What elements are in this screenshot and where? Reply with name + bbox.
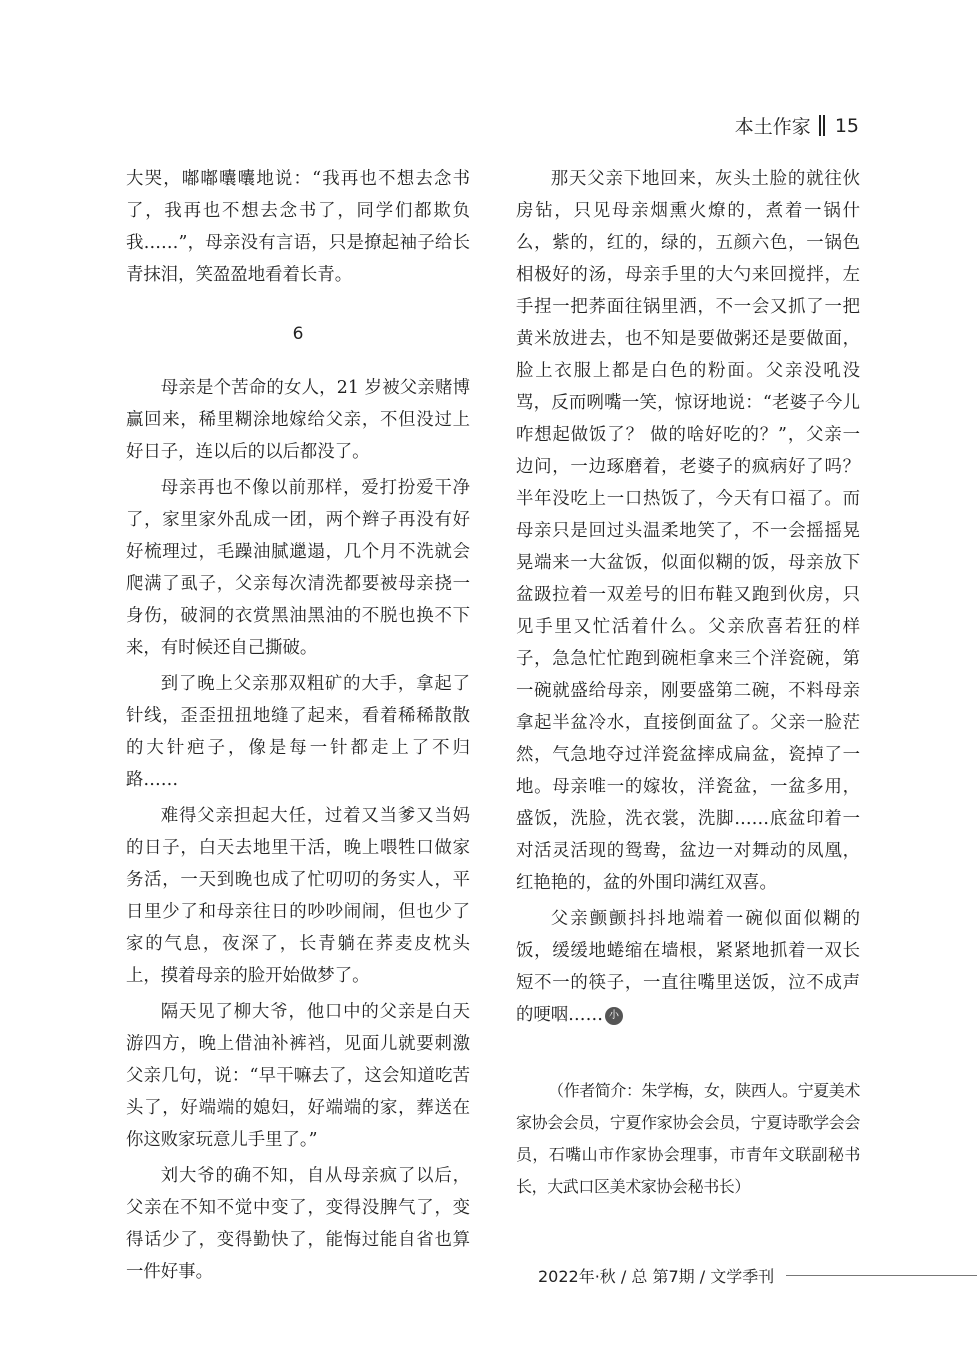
paragraph: 那天父亲下地回来，灰头土脸的就往伙房钻，只见母亲烟熏火燎的，煮着一锅什么，紫的，红的，绿的，五颜六色，一锅色相极好的汤，母亲手里的大勺来回搅拌，左手捏一把荞面往锅里洒，不一会又抓了一把黄米放进去，也不知是要做粥还是要做面，脸上衣服上都是白色的粉面。父亲没吼没骂，反而咧嘴一笑，惊讶地说：“老婆子今儿咋想起做饭了？ 做的啥好吃的？”，父亲一边问，一边琢磨着，老婆子的疯病好了吗？半年没吃上一口热饭了，今天有口福了。而母亲只是回过头温柔地笑了，不一会摇摇晃晃端来一大盆饭，似面似糊的饭，母亲放下盆趿拉着一双差号的旧布鞋又跑到伙房，只见手里又忙活着什么。父亲欣喜若狂的样子，急急忙忙跑到碗柜拿来三个洋瓷碗，第一碗就盛给母亲，刚要盛第二碗，不料母亲拿起半盆冷水，直接倒面盆了。父亲一脸茫然，气急地夺过洋瓷盆摔成扁盆，瓷掉了一地。母亲唯一的嫁妆，洋瓷盆，一盆多用，盛饭，洗脸，洗衣裳，洗脚……底盆印着一对活灵活现的鸳鸯，盆边一对舞动的凤凰，红艳艳的，盆的外围印满红双喜。 xyxy=(516,169,860,893)
paragraph: 到了晚上父亲那双粗矿的大手，拿起了针线，歪歪扭扭地缝了起来，看着稀稀散散的大针疤子，像是每一针都走上了不归路…… xyxy=(126,674,470,790)
paragraph-continued: 大哭，嘟嘟囔囔地说：“我再也不想去念书了，我再也不想去念书了，同学们都欺负我……”，母亲没有言语，只是撩起袖子给长青抹泪，笑盈盈地看着长青。 xyxy=(126,169,470,285)
paragraph-final xyxy=(516,903,860,1031)
paragraph: 隔天见了柳大爷，他口中的父亲是白天游四方，晚上借油补裤裆，见面儿就要刺激父亲几句，说：“早干嘛去了，这会知道吃苦头了，好端端的媳妇，好端端的家，葬送在你这败家玩意儿手里了。” xyxy=(126,1002,470,1150)
running-header xyxy=(735,112,859,139)
section-number: 6 xyxy=(292,324,304,344)
end-mark-icon: 小 xyxy=(605,1007,623,1025)
page-number: 15 xyxy=(834,114,859,137)
header-divider xyxy=(819,115,825,136)
paragraph: 母亲再也不像以前那样，爱打扮爱干净了，家里家外乱成一团，两个辫子再没有好好梳理过，毛躁油腻邋遢，几个月不洗就会爬满了虱子，父亲每次清洗都要被母亲挠一身伤，破洞的衣赏黑油黑油的不脱也换不下来，有时候还自己撕破。 xyxy=(126,478,470,658)
paragraph: 母亲是个苦命的女人，21 岁被父亲赌博赢回来，稀里糊涂地嫁给父亲，不但没过上好日子，连以后的以后都没了。 xyxy=(126,378,470,462)
paragraph-final-text: 父亲颤颤抖抖地端着一碗似面似糊的饭，缓缓地蜷缩在墙根，紧紧地抓着一双长短不一的筷子，一直往嘴里送饭，泣不成声的哽咽…… xyxy=(516,909,860,1025)
issue-info: 2022年·秋 / 总 第7期 / 文学季刊 xyxy=(538,1267,775,1286)
right-column xyxy=(516,163,860,1203)
paragraph: 刘大爷的确不知，自从母亲疯了以后，父亲在不知不觉中变了，变得没脾气了，变得话少了，变得勤快了，能悔过能自省也算一件好事。 xyxy=(126,1166,470,1282)
left-column xyxy=(126,163,470,1292)
page-footer xyxy=(538,1264,977,1287)
section-title: 本土作家 xyxy=(734,116,811,138)
footer-rule xyxy=(786,1275,977,1276)
paragraph: 难得父亲担起大任，过着又当爹又当妈的日子，白天去地里干活，晚上喂牲口做家务活，一天到晚也成了忙叨叨的务实人，平日里少了和母亲往日的吵吵闹闹，但也少了家的气息，夜深了，长青躺在荞麦皮枕头上，摸着母亲的脸开始做梦了。 xyxy=(126,806,470,986)
author-bio: （作者简介：朱学梅，女，陕西人。宁夏美术家协会会员，宁夏作家协会会员，宁夏诗歌学会会员，石嘴山市作家协会理事，市青年文联副秘书长，大武口区美术家协会秘书长） xyxy=(516,1081,861,1196)
